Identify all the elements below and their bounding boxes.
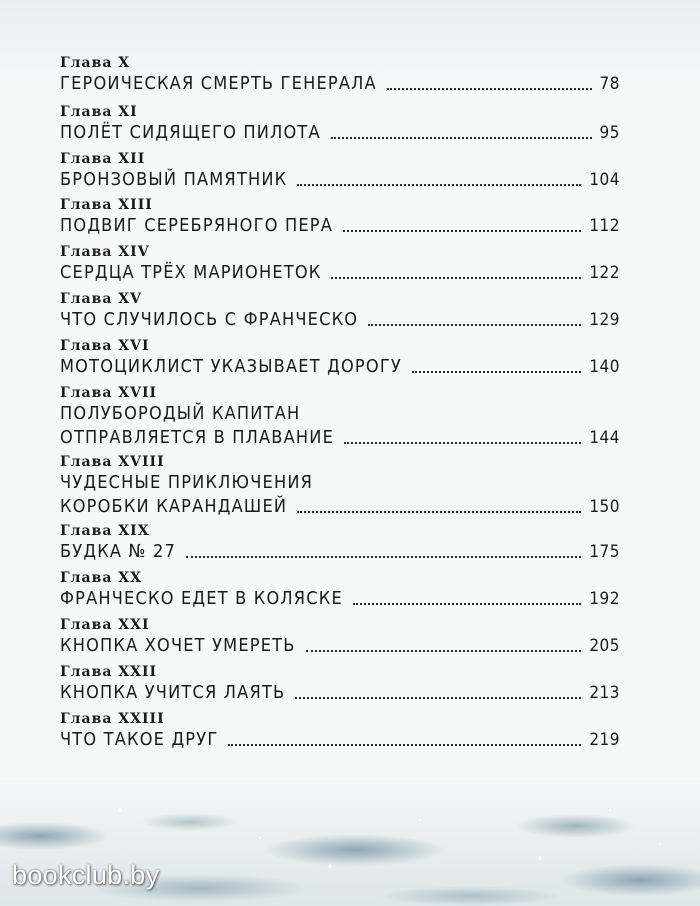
dot-leader bbox=[297, 510, 581, 513]
chapter-title-line bbox=[60, 72, 620, 96]
chapter-title: КНОПКА УЧИТСЯ ЛАЯТЬ bbox=[60, 682, 286, 703]
chapter-title-line bbox=[60, 634, 620, 658]
toc-entry bbox=[60, 54, 620, 96]
dot-leader bbox=[295, 696, 581, 699]
chapter-title-line bbox=[60, 728, 620, 752]
chapter-number: Глава X bbox=[60, 55, 131, 71]
toc-entry bbox=[60, 337, 620, 379]
chapter-title: ЧТО ТАКОЕ ДРУГ bbox=[60, 729, 219, 750]
chapter-title: ГЕРОИЧЕСКАЯ СМЕРТЬ ГЕНЕРАЛА bbox=[60, 73, 377, 94]
toc-entry bbox=[60, 569, 620, 611]
dot-leader bbox=[228, 743, 581, 746]
chapter-number: Глава XXII bbox=[60, 664, 158, 680]
snow-shadow bbox=[265, 834, 445, 866]
chapter-title-line bbox=[60, 121, 620, 145]
page-number: 150 bbox=[589, 497, 620, 517]
page-number: 144 bbox=[589, 428, 620, 448]
chapter-title-line bbox=[60, 471, 620, 495]
chapter-title: ПОДВИГ СЕРЕБРЯНОГО ПЕРА bbox=[60, 215, 334, 236]
toc-entry bbox=[60, 103, 620, 145]
page-number: 192 bbox=[589, 589, 620, 609]
chapter-title: КОРОБКИ КАРАНДАШЕЙ bbox=[60, 496, 288, 517]
dot-leader bbox=[344, 441, 581, 444]
chapter-number: Глава XI bbox=[60, 104, 138, 120]
snow-shadow bbox=[142, 813, 238, 831]
page-number: 175 bbox=[589, 542, 620, 562]
page-number: 95 bbox=[599, 123, 620, 143]
chapter-title-line bbox=[60, 355, 620, 379]
chapter-title: ОТПРАВЛЯЕТСЯ В ПЛАВАНИЕ bbox=[60, 427, 335, 448]
toc-entry bbox=[60, 453, 620, 519]
chapter-title: КНОПКА ХОЧЕТ УМЕРЕТЬ bbox=[60, 635, 296, 656]
toc-entry bbox=[60, 196, 620, 238]
page-number: 78 bbox=[599, 74, 620, 94]
chapter-title: БУДКА № 27 bbox=[60, 541, 176, 562]
toc-entry bbox=[60, 243, 620, 285]
chapter-title-line bbox=[60, 308, 620, 332]
toc-entry bbox=[60, 663, 620, 705]
page-number: 129 bbox=[589, 310, 620, 330]
chapter-title-line bbox=[60, 261, 620, 285]
page-number: 112 bbox=[589, 216, 620, 236]
chapter-number: Глава XXIII bbox=[60, 711, 165, 727]
chapter-number: Глава XIII bbox=[60, 197, 153, 213]
dot-leader bbox=[331, 136, 592, 139]
chapter-number: Глава XIX bbox=[60, 523, 150, 539]
chapter-number: Глава XV bbox=[60, 291, 143, 307]
chapter-title-line bbox=[60, 540, 620, 564]
dot-leader bbox=[186, 555, 581, 558]
chapter-title-line bbox=[60, 681, 620, 705]
page-number: 122 bbox=[589, 263, 620, 283]
dot-leader bbox=[297, 183, 581, 186]
chapter-number: Глава XXI bbox=[60, 617, 150, 633]
toc-entry bbox=[60, 616, 620, 658]
snow-shadow bbox=[515, 814, 635, 838]
chapter-title: БРОНЗОВЫЙ ПАМЯТНИК bbox=[60, 169, 288, 190]
chapter-number: Глава XX bbox=[60, 570, 143, 586]
dot-leader bbox=[343, 229, 581, 232]
chapter-title-line bbox=[60, 587, 620, 611]
dot-leader bbox=[412, 370, 581, 373]
site-watermark: bookclub.by bbox=[12, 860, 160, 890]
chapter-title-line bbox=[60, 402, 620, 426]
chapter-number: Глава XII bbox=[60, 151, 146, 167]
toc-entry bbox=[60, 290, 620, 332]
dot-leader bbox=[387, 87, 592, 90]
toc-entry bbox=[60, 710, 620, 752]
chapter-title-line bbox=[60, 426, 620, 450]
chapter-number: Глава XVIII bbox=[60, 454, 165, 470]
chapter-number: Глава XIV bbox=[60, 244, 150, 260]
chapter-title: СЕРДЦА ТРЁХ МАРИОНЕТОК bbox=[60, 262, 322, 283]
dot-leader bbox=[331, 276, 581, 279]
toc-entry bbox=[60, 522, 620, 564]
chapter-title: МОТОЦИКЛИСТ УКАЗЫВАЕТ ДОРОГУ bbox=[60, 356, 402, 377]
chapter-title: ЧУДЕСНЫЕ ПРИКЛЮЧЕНИЯ bbox=[60, 472, 314, 493]
dot-leader bbox=[368, 323, 581, 326]
snow-shadow bbox=[380, 886, 560, 906]
chapter-title: ФРАНЧЕСКО ЕДЕТ В КОЛЯСКЕ bbox=[60, 588, 343, 609]
chapter-title: ПОЛУБОРОДЫЙ КАПИТАН bbox=[60, 403, 301, 424]
chapter-number: Глава XVI bbox=[60, 338, 150, 354]
chapter-title-line bbox=[60, 168, 620, 192]
page-number: 140 bbox=[589, 357, 620, 377]
page-number: 205 bbox=[589, 636, 620, 656]
dot-leader bbox=[353, 602, 581, 605]
page-number: 104 bbox=[589, 170, 620, 190]
chapter-number: Глава XVII bbox=[60, 385, 158, 401]
chapter-title-line bbox=[60, 495, 620, 519]
page-number: 219 bbox=[589, 730, 620, 750]
chapter-title: ЧТО СЛУЧИЛОСЬ С ФРАНЧЕСКО bbox=[60, 309, 359, 330]
toc-entry bbox=[60, 150, 620, 192]
chapter-title-line bbox=[60, 214, 620, 238]
chapter-title: ПОЛЁТ СИДЯЩЕГО ПИЛОТА bbox=[60, 122, 321, 143]
toc-entry bbox=[60, 384, 620, 450]
dot-leader bbox=[306, 649, 582, 652]
page-number: 213 bbox=[589, 683, 620, 703]
